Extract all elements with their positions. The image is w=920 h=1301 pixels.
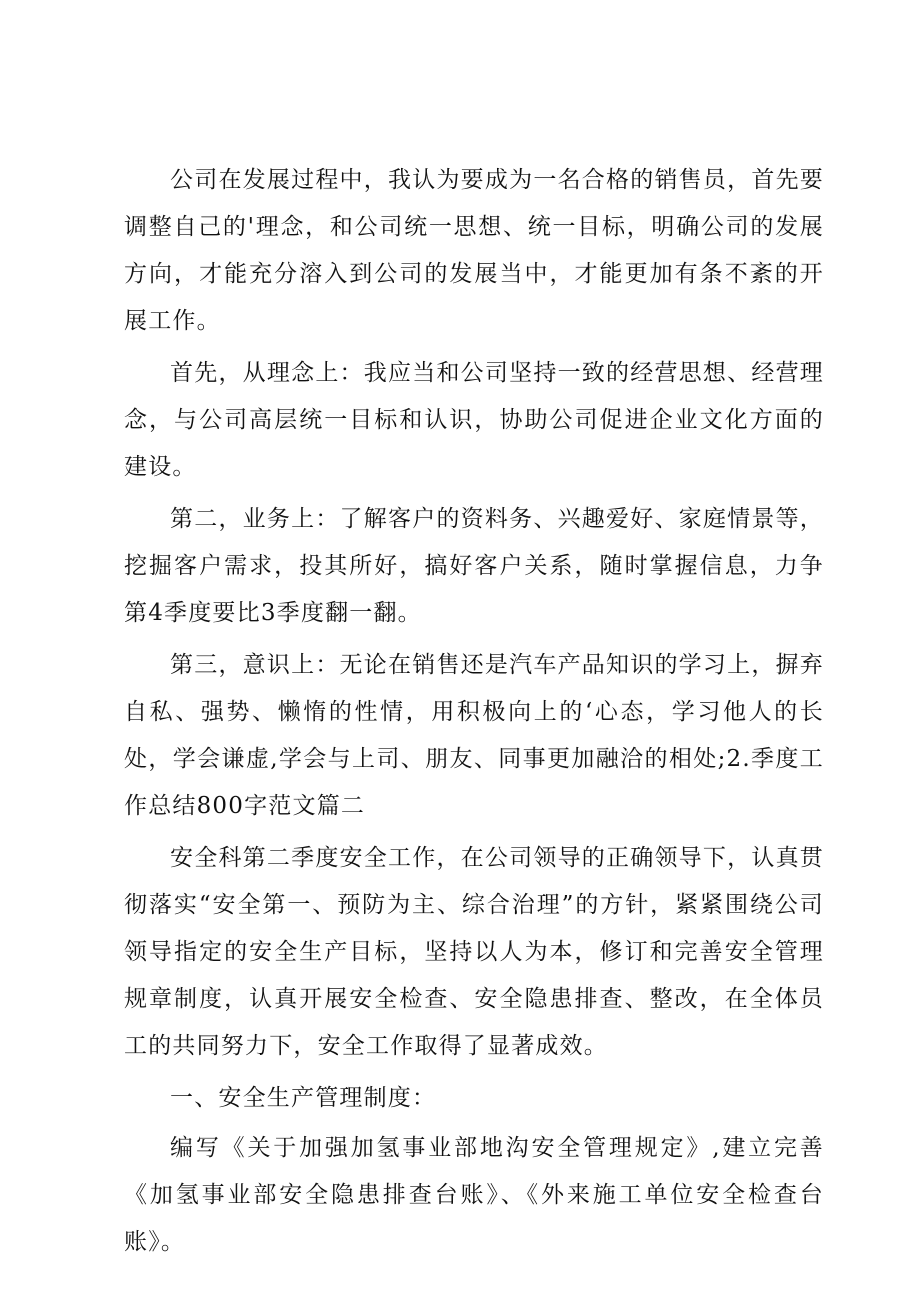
paragraph-second-business: 第二，业务上：了解客户的资料务、兴趣爱好、家庭情景等，挖掘客户需求，投其所好，搞好客户关系，随时掌握信息，力争第4季度要比3季度翻一翻。 <box>124 506 824 626</box>
paragraph-first-concept: 首先，从理念上：我应当和公司坚持一致的经营思想、经营理念，与公司高层统一目标和认识，协助公司促进企业文化方面的建设。 <box>124 360 824 480</box>
document-body <box>124 157 824 1266</box>
paragraph-third-awareness: 第三，意识上：无论在销售还是汽车产品知识的学习上，摒弃自私、强势、懒惰的性情，用积极向上的‘心态，学习他人的长处，学会谦虚,学会与上司、朋友、同事更加融洽的相处;2.季度工作总结800字范文篇二 <box>124 652 824 819</box>
paragraph-safety-rules-detail: 编写《关于加强加氢事业部地沟安全管理规定》,建立完善《加氢事业部安全隐患排查台账》、《外来施工单位安全检查台账》。 <box>124 1135 824 1255</box>
paragraph-safety-summary: 安全科第二季度安全工作，在公司领导的正确领导下，认真贯彻落实“安全第一、预防为主、综合治理”的方针，紧紧围绕公司领导指定的安全生产目标，坚持以人为本，修订和完善安全管理规章制度，认真开展安全检查、安全隐患排查、整改，在全体员工的共同努力下，安全工作取得了显著成效。 <box>124 845 824 1059</box>
section-heading-safety-rules: 一、安全生产管理制度： <box>170 1085 437 1111</box>
paragraph-intro: 公司在发展过程中，我认为要成为一名合格的销售员，首先要调整自己的'理念，和公司统一思想、统一目标，明确公司的发展方向，才能充分溶入到公司的发展当中，才能更加有条不紊的开展工作。 <box>124 167 824 334</box>
